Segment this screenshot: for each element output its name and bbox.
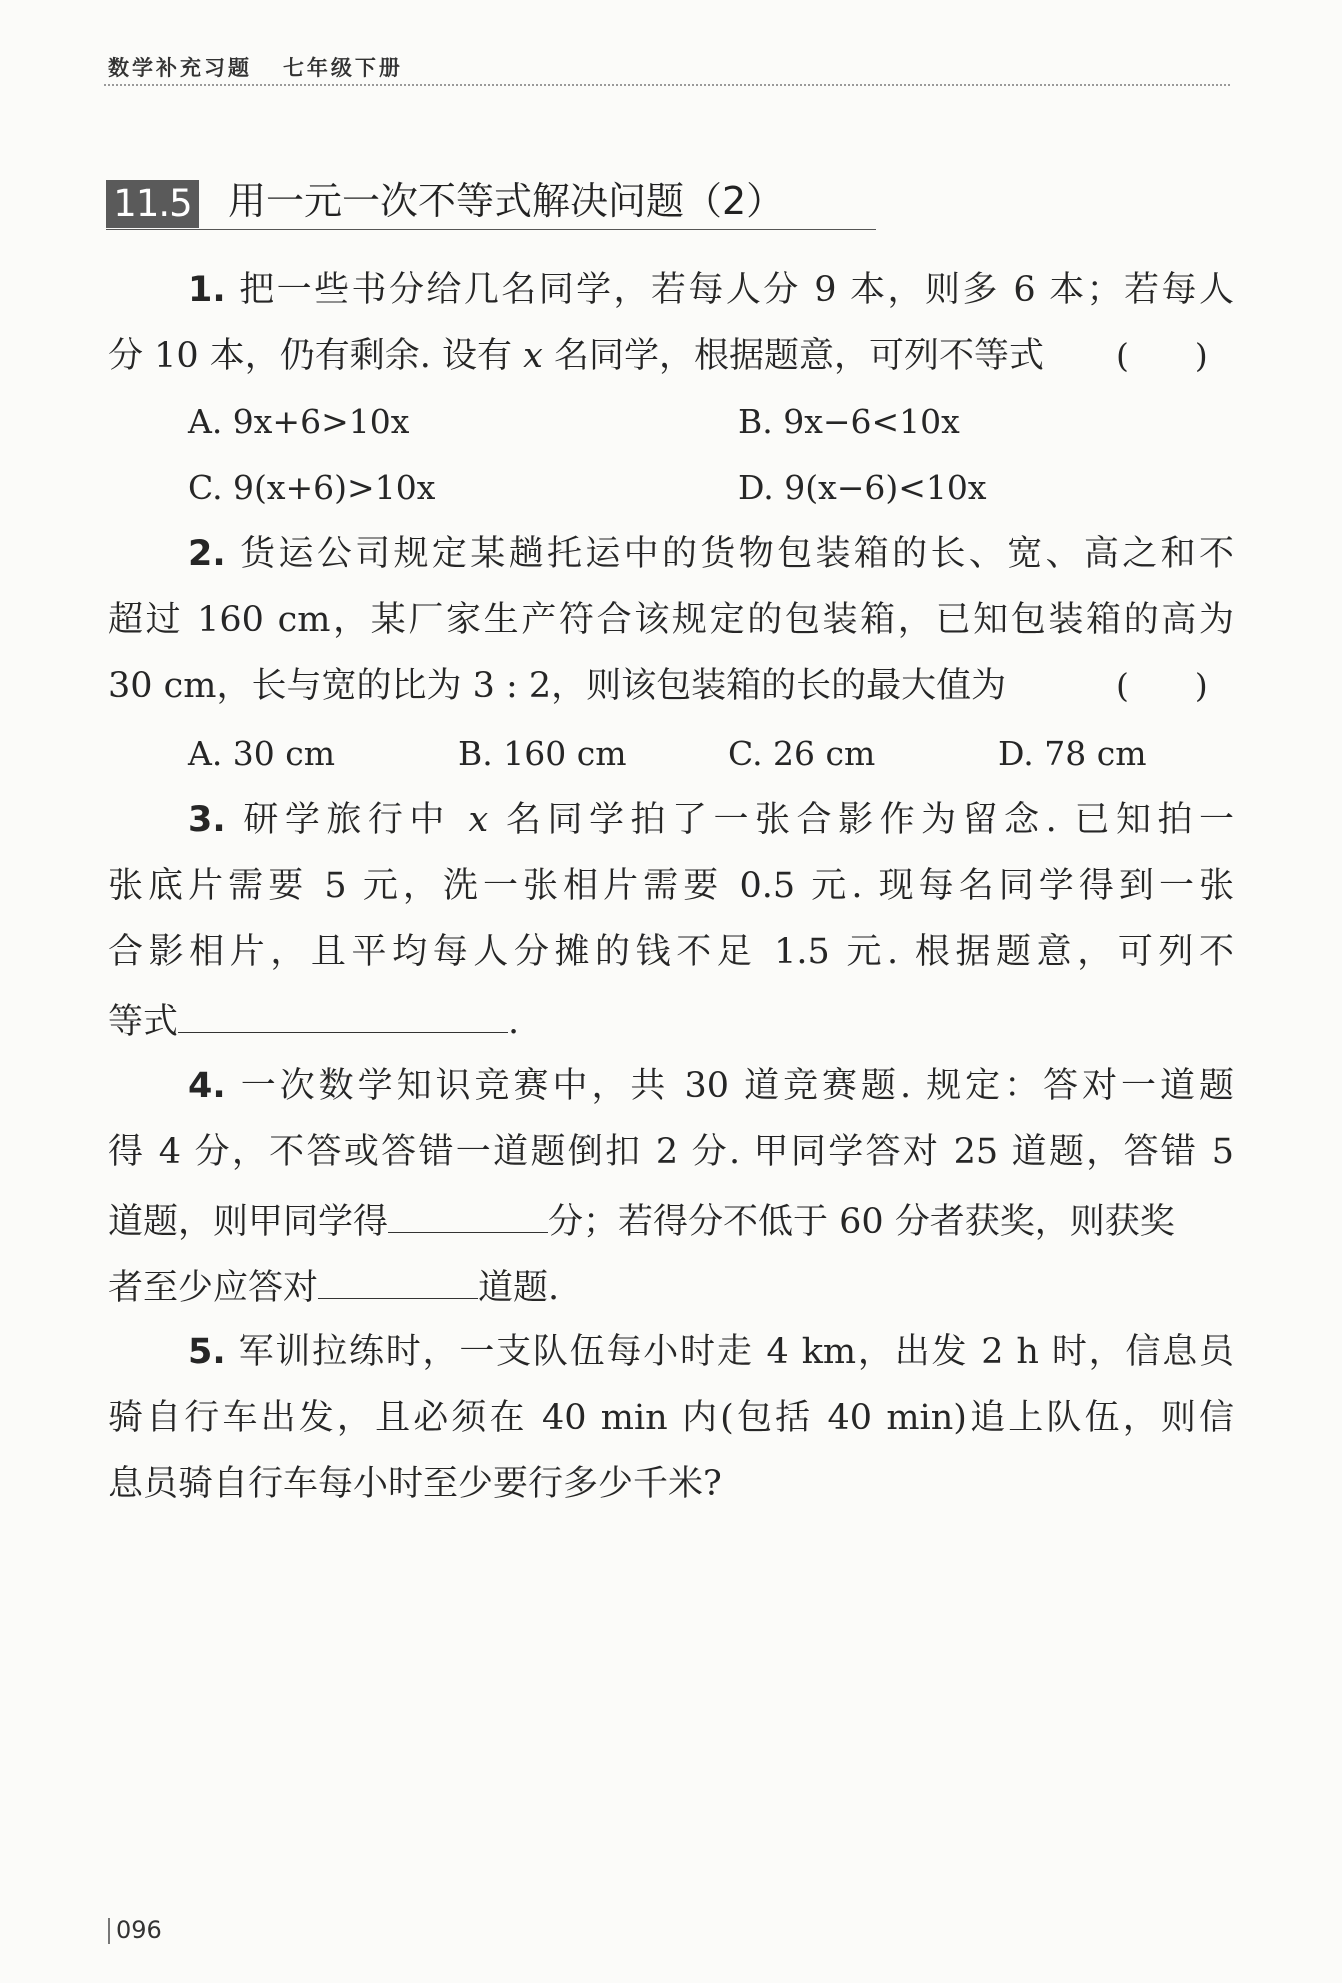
page-number: 096: [116, 1916, 162, 1944]
q1-line-2: [108, 334, 1234, 378]
q2-line-1: [108, 532, 1234, 576]
q3-number: 3.: [188, 800, 226, 840]
q4-text-3a: 道题，则甲同学得: [108, 1202, 389, 1242]
q5-line-1: [108, 1330, 1234, 1374]
q1-text-2a: 分 10 本，仍有剩余. 设有: [108, 336, 524, 376]
q1-answer-paren: ( ): [1116, 336, 1208, 375]
q2-option-b: B. 160 cm: [458, 734, 627, 773]
header-dotted-rule: [104, 84, 1230, 86]
q5-text-1: 军训拉练时，一支队伍每小时走 4 km，出发 2 h 时，信息员: [238, 1332, 1234, 1372]
q3-answer-blank[interactable]: [178, 996, 508, 1033]
q2-number: 2.: [188, 534, 226, 574]
q3-line-4: [108, 996, 1234, 1044]
q4-number: 4.: [188, 1066, 226, 1106]
section-title: 用一元一次不等式解决问题（2）: [228, 179, 785, 223]
q5-line-2: 骑自行车出发，且必须在 40 min 内(包括 40 min)追上队伍，则信: [108, 1398, 1234, 1438]
q2-option-d: D. 78 cm: [998, 734, 1147, 773]
book-title: 数学补充习题: [108, 56, 252, 80]
q2-text-1: 货运公司规定某趟托运中的货物包装箱的长、宽、高之和不: [240, 534, 1234, 574]
page-number-bar: [108, 1918, 110, 1944]
q2-answer-paren: ( ): [1116, 666, 1208, 705]
q4-text-4b: 道题.: [478, 1268, 560, 1308]
q3-text-4: 等式: [108, 1002, 179, 1042]
q2-line-2: 超过 160 cm，某厂家生产符合该规定的包装箱，已知包装箱的高为: [108, 600, 1234, 640]
q2-option-a: A. 30 cm: [188, 734, 336, 773]
q4-text-3b: 分；若得分不低于 60 分者获奖，则获奖: [548, 1202, 1175, 1242]
q3-text-1b: 名同学拍了一张合影作为留念. 已知拍一: [488, 800, 1234, 840]
q1-line-1: [108, 268, 1234, 312]
q4-min-correct-blank[interactable]: [318, 1262, 478, 1299]
q4-line-3: [108, 1196, 1234, 1244]
q3-line-3: 合影相片，且平均每人分摊的钱不足 1.5 元. 根据题意，可列不: [108, 932, 1234, 972]
q3-line-1: [108, 798, 1234, 842]
q4-line-2: 得 4 分，不答或答错一道题倒扣 2 分. 甲同学答对 25 道题，答错 5: [108, 1132, 1234, 1172]
running-header: [108, 52, 403, 82]
q4-text-1: 一次数学知识竞赛中，共 30 道竞赛题. 规定：答对一道题: [240, 1066, 1234, 1106]
q2-option-c: C. 26 cm: [728, 734, 876, 773]
q3-line-2: 张底片需要 5 元，洗一张相片需要 0.5 元. 现每名同学得到一张: [108, 866, 1234, 906]
q1-option-d: D. 9(x−6)<10x: [738, 468, 987, 507]
q1-text-2b: 名同学，根据题意，可列不等式: [542, 336, 1045, 376]
q1-option-a: A. 9x+6>10x: [188, 402, 410, 441]
q2-line-3: 30 cm，长与宽的比为 3 : 2，则该包装箱的长的最大值为: [108, 666, 1007, 706]
q4-score-blank[interactable]: [388, 1196, 548, 1233]
q5-number: 5.: [188, 1332, 226, 1372]
q3-text-1a: 研学旅行中: [243, 800, 469, 840]
section-number-badge: 11.5: [106, 180, 199, 228]
q5-line-3: 息员骑自行车每小时至少要行多少千米?: [108, 1464, 722, 1504]
q4-line-4: [108, 1262, 1234, 1310]
section-title-underline: [106, 229, 876, 230]
q4-line-1: [108, 1064, 1234, 1108]
q1-option-b: B. 9x−6<10x: [738, 402, 960, 441]
q1-option-c: C. 9(x+6)>10x: [188, 468, 436, 507]
q1-number: 1.: [188, 270, 226, 310]
q1-text-1: 把一些书分给几名同学，若每人分 9 本，则多 6 本；若每人: [239, 270, 1234, 310]
q3-end: .: [508, 1002, 520, 1042]
q4-text-4a: 者至少应答对: [108, 1268, 319, 1308]
grade-label: 七年级下册: [282, 56, 403, 80]
q3-var-x: x: [468, 800, 489, 840]
q1-var-x: x: [523, 336, 543, 376]
